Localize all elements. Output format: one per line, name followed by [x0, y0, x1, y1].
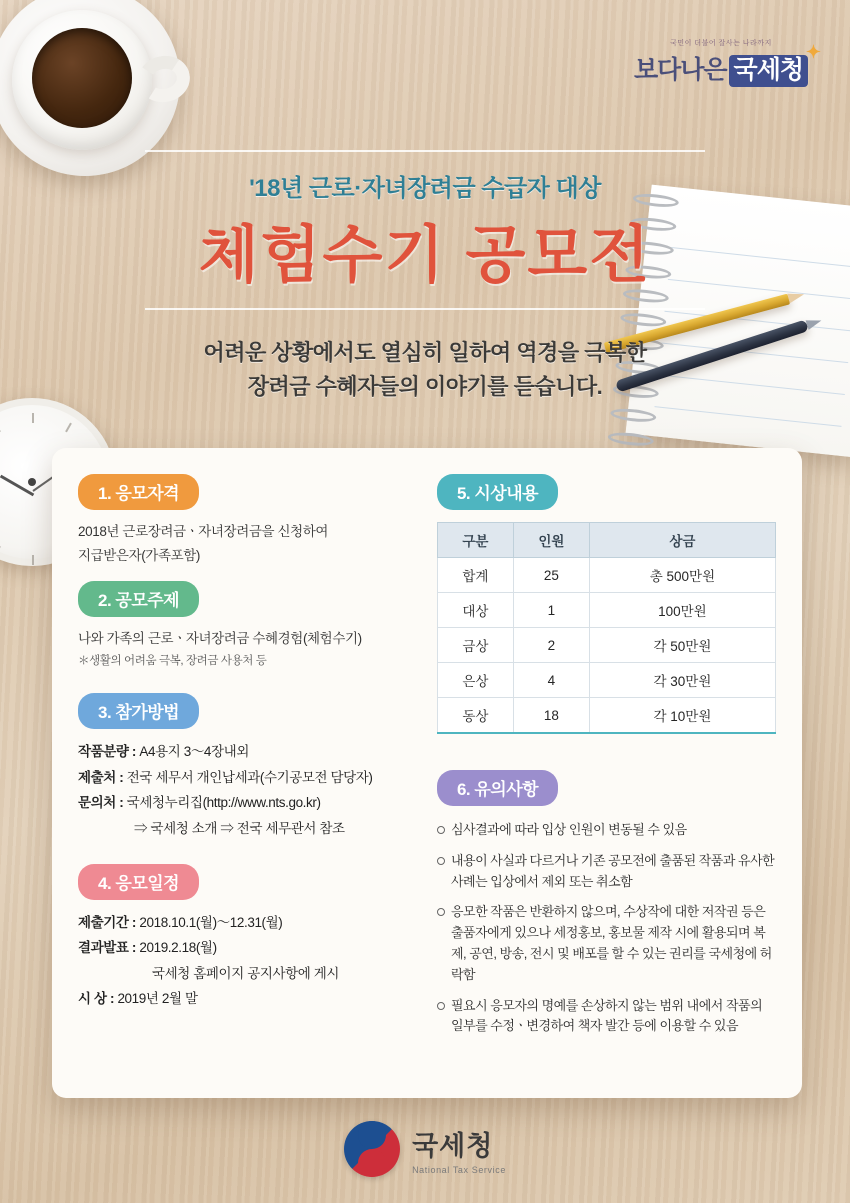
section-2-line-1: 나와 가족의 근로ㆍ자녀장려금 수혜경험(체험수기)	[78, 631, 362, 647]
taegeuk-emblem-icon	[344, 1121, 400, 1177]
tagline-line-1: 어려운 상황에서도 열심히 일하여 역경을 극복한	[203, 340, 647, 365]
howto-row-2-label: 제출처 :	[78, 769, 124, 785]
prize-th-category: 구분	[437, 523, 513, 558]
schedule-subline: 국세청 홈페이지 공지사항에 게시	[152, 965, 340, 981]
prize-row-0-count: 25	[513, 558, 589, 593]
info-card	[52, 448, 802, 1098]
howto-extra: ⇒ 국세청 소개 ⇒ 전국 세무관서 참조	[134, 820, 345, 836]
prize-row-0-category: 합계	[437, 558, 513, 593]
section-theme	[78, 581, 419, 671]
howto-row-2	[78, 765, 419, 791]
sub-headline: '18년 근로·자녀장려금 수급자 대상	[249, 175, 601, 202]
schedule-row-2	[78, 935, 419, 961]
brand-name-plain: 보다나은	[633, 56, 727, 84]
tagline-line-2: 장려금 수혜자들의 이야기를 듣습니다.	[247, 374, 603, 400]
right-column	[437, 474, 776, 1078]
prize-table-header-row	[437, 523, 775, 558]
howto-row-3-value: 국세청누리집(http://www.nts.go.kr)	[126, 795, 321, 811]
prize-row-3-count: 4	[513, 663, 589, 698]
section-3-body	[78, 739, 419, 842]
section-1-body	[78, 520, 419, 567]
footer-text	[412, 1124, 506, 1175]
section-6-title: 6. 유의사항	[437, 770, 558, 806]
schedule-row-1	[78, 910, 419, 936]
schedule-award-value: 2019년 2월 말	[117, 991, 198, 1007]
howto-row-1-label: 작품분량 :	[78, 744, 137, 759]
schedule-row-2-label: 결과발표 :	[78, 940, 137, 956]
divider-bottom	[145, 308, 705, 310]
prize-row-1-amount: 100만원	[589, 593, 775, 628]
list-item: 내용이 사실과 다르거나 기존 공모전에 출품된 작품과 유사한 사례는 입상에서 제외 또는 취소함	[437, 851, 776, 893]
prize-row-4-amount: 각 10만원	[589, 698, 775, 734]
section-2-line-2: ＊생활의 어려움 극복, 장려금 사용처 등	[78, 654, 267, 667]
left-column	[78, 474, 419, 1078]
prize-th-amount: 상금	[589, 523, 775, 558]
prize-th-count: 인원	[513, 523, 589, 558]
coffee-liquid	[32, 28, 132, 128]
list-item: 응모한 작품은 반환하지 않으며, 수상작에 대한 저작권 등은 출품자에게 있으나 세정홍보, 홍보물 제작 시에 활용되며 복제, 공연, 방송, 전시 및 배포를 할 수 있는 권리를 국세청에 허락함	[437, 902, 776, 985]
table-row	[437, 698, 775, 734]
schedule-row-1-label: 제출기간 :	[78, 914, 137, 930]
prize-row-2-amount: 각 50만원	[589, 628, 775, 663]
tagline	[0, 336, 850, 404]
prize-table	[437, 522, 776, 734]
howto-row-2-value: 전국 세무서 개인납세과(수기공모전 담당자)	[126, 769, 373, 785]
prize-row-4-category: 동상	[437, 698, 513, 734]
prize-row-2-count: 2	[513, 628, 589, 663]
howto-row-3	[78, 790, 419, 816]
section-prizes	[437, 474, 776, 734]
prize-row-2-category: 금상	[437, 628, 513, 663]
notice-list	[437, 820, 776, 1037]
schedule-award-label: 시 상 :	[78, 991, 115, 1007]
prize-row-4-count: 18	[513, 698, 589, 734]
section-2-body	[78, 627, 419, 671]
howto-row-3-label: 문의처 :	[78, 795, 124, 811]
divider-top	[145, 150, 705, 152]
brand-name-highlight: 국세청	[729, 55, 808, 87]
prize-row-3-amount: 각 30만원	[589, 663, 775, 698]
prize-row-1-count: 1	[513, 593, 589, 628]
footer-name-en: National Tax Service	[412, 1164, 506, 1175]
schedule-row-1-value: 2018.10.1(월)～12.31(월)	[139, 914, 283, 930]
prize-row-3-category: 은상	[437, 663, 513, 698]
schedule-row-2-value: 2019.2.18(월)	[139, 940, 217, 956]
nts-brand-logo	[633, 38, 820, 86]
howto-row-1-value: A4용지 3～4장내외	[139, 744, 249, 759]
list-item: 심사결과에 따라 입상 인원이 변동될 수 있음	[437, 820, 776, 841]
footer-logo	[0, 1121, 850, 1177]
prize-row-0-amount: 총 500만원	[589, 558, 775, 593]
section-5-title: 5. 시상내용	[437, 474, 558, 510]
prize-row-1-category: 대상	[437, 593, 513, 628]
table-row	[437, 628, 775, 663]
footer-name-ko: 국세청	[412, 1130, 494, 1161]
section-4-title: 4. 응모일정	[78, 864, 199, 900]
section-2-title: 2. 공모주제	[78, 581, 199, 617]
section-schedule	[78, 864, 419, 1013]
table-row	[437, 593, 775, 628]
section-4-body	[78, 910, 419, 1013]
table-row	[437, 558, 775, 593]
main-headline: 체험수기 공모전	[198, 221, 652, 290]
section-3-title: 3. 참가방법	[78, 693, 199, 729]
section-eligibility	[78, 474, 419, 567]
section-1-line-2: 지급받은자(가족포함)	[78, 547, 200, 563]
section-1-line-1: 2018년 근로장려금ㆍ자녀장려금을 신청하여	[78, 524, 329, 539]
schedule-award	[78, 986, 419, 1012]
sparkle-icon: ✦	[805, 42, 820, 62]
howto-row-1	[78, 739, 419, 765]
section-1-title: 1. 응모자격	[78, 474, 199, 510]
section-notes	[437, 770, 776, 1037]
table-row	[437, 663, 775, 698]
list-item: 필요시 응모자의 명예를 손상하지 않는 범위 내에서 작품의 일부를 수정ㆍ변경하여 책자 발간 등에 이용할 수 있음	[437, 996, 776, 1038]
section-howto	[78, 693, 419, 842]
brand-tagline: 국민이 더불어 잘사는 나라까지	[670, 40, 772, 47]
headline-block	[0, 150, 850, 404]
